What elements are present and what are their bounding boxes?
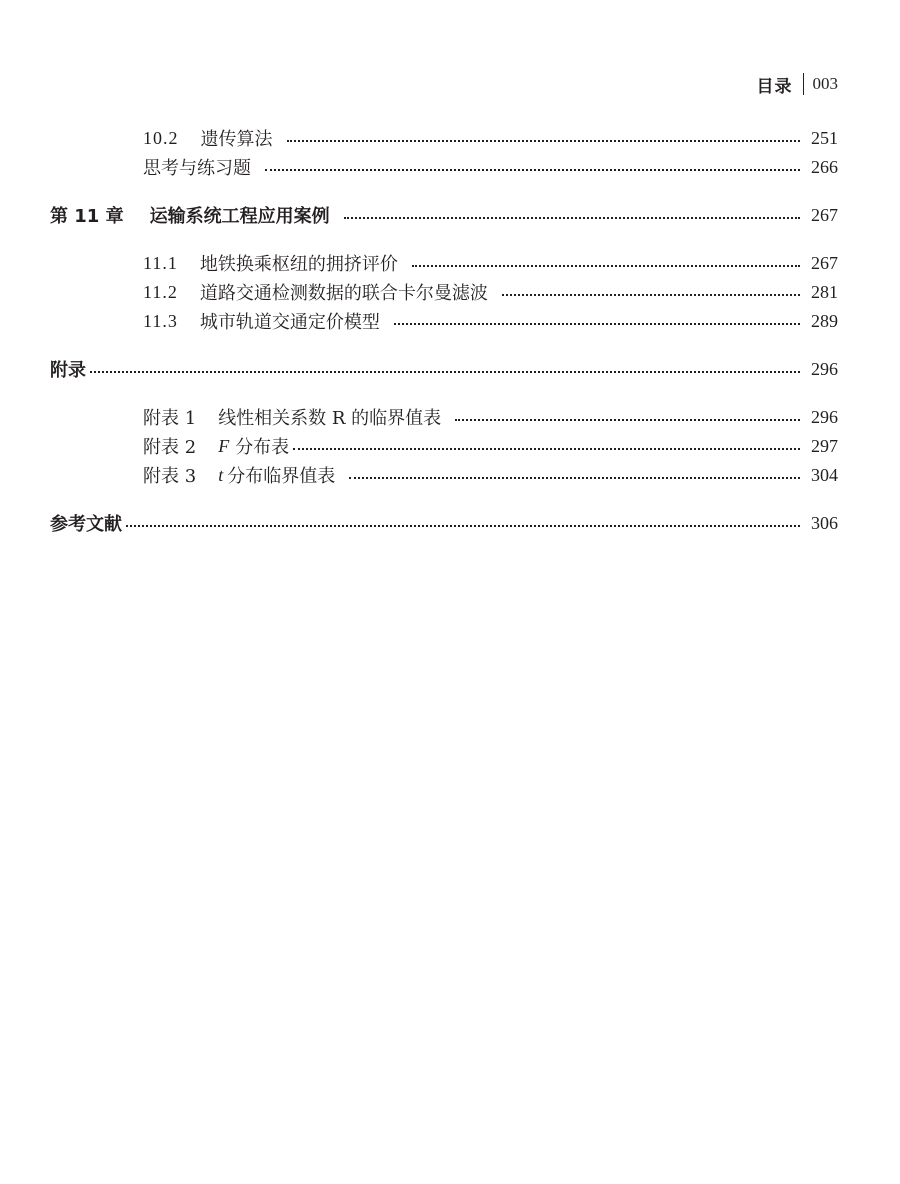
chapter-title: 参考文献 <box>50 514 122 535</box>
section-title: 城市轨道交通定价模型 <box>199 312 380 333</box>
dot-leader <box>90 371 800 373</box>
table-number: 附表 1 <box>143 408 197 429</box>
toc-entry-references[interactable] <box>0 510 838 536</box>
toc-entry-11-3[interactable] <box>0 308 838 334</box>
table-number: 附表 2 <box>143 437 197 458</box>
page-number: 304 <box>811 464 838 485</box>
section-number: 11.3 <box>143 310 178 331</box>
dot-leader <box>287 140 801 142</box>
toc-entry-appendix[interactable] <box>0 356 838 382</box>
dot-leader <box>344 217 800 219</box>
section-title: 遗传算法 <box>200 129 273 150</box>
running-header <box>757 72 839 96</box>
page-number: 267 <box>811 252 838 273</box>
chapter-title: 附录 <box>50 360 86 381</box>
toc-entry-exercises[interactable] <box>0 154 838 180</box>
toc-entry-appendix-table-2[interactable] <box>0 433 838 459</box>
table-number: 附表 3 <box>143 466 197 487</box>
dot-leader <box>349 477 800 479</box>
section-number: 11.1 <box>143 252 178 273</box>
dot-leader <box>394 323 800 325</box>
page-number: 266 <box>811 156 838 177</box>
header-divider <box>803 73 804 95</box>
dot-leader <box>293 448 800 450</box>
variable-symbol: t <box>218 464 224 485</box>
section-title: 道路交通检测数据的联合卡尔曼滤波 <box>199 283 488 304</box>
toc-entry-appendix-table-3[interactable] <box>0 462 838 488</box>
dot-leader <box>265 169 800 171</box>
page-number: 296 <box>811 358 838 379</box>
header-title: 目录 <box>756 76 793 97</box>
header-page-number: 003 <box>812 74 838 93</box>
toc-entry-10-2[interactable] <box>0 125 838 151</box>
page-number: 267 <box>811 204 838 225</box>
toc-entry-chapter-11[interactable] <box>0 202 838 228</box>
section-number: 11.2 <box>143 281 178 302</box>
chapter-title: 运输系统工程应用案例 <box>149 206 330 227</box>
dot-leader <box>126 525 800 527</box>
dot-leader <box>455 419 800 421</box>
page-number: 296 <box>811 406 838 427</box>
section-number: 10.2 <box>143 127 179 148</box>
toc-entry-appendix-table-1[interactable] <box>0 404 838 430</box>
toc-entry-11-2[interactable] <box>0 279 838 305</box>
dot-leader <box>502 294 800 296</box>
section-title: 思考与练习题 <box>143 158 251 179</box>
chapter-number: 第 11 章 <box>50 206 124 227</box>
page-number: 281 <box>811 281 838 302</box>
table-title: 分布临界值表 <box>227 466 336 487</box>
page-number: 306 <box>811 512 838 533</box>
page-number: 251 <box>811 127 838 148</box>
variable-symbol: F <box>218 435 230 456</box>
section-title: 地铁换乘枢纽的拥挤评价 <box>199 254 398 275</box>
dot-leader <box>412 265 800 267</box>
page-number: 289 <box>811 310 838 331</box>
toc-entry-11-1[interactable] <box>0 250 838 276</box>
table-title: 分布表 <box>235 437 290 458</box>
page-number: 297 <box>811 435 838 456</box>
table-title: 线性相关系数 R 的临界值表 <box>218 408 442 429</box>
